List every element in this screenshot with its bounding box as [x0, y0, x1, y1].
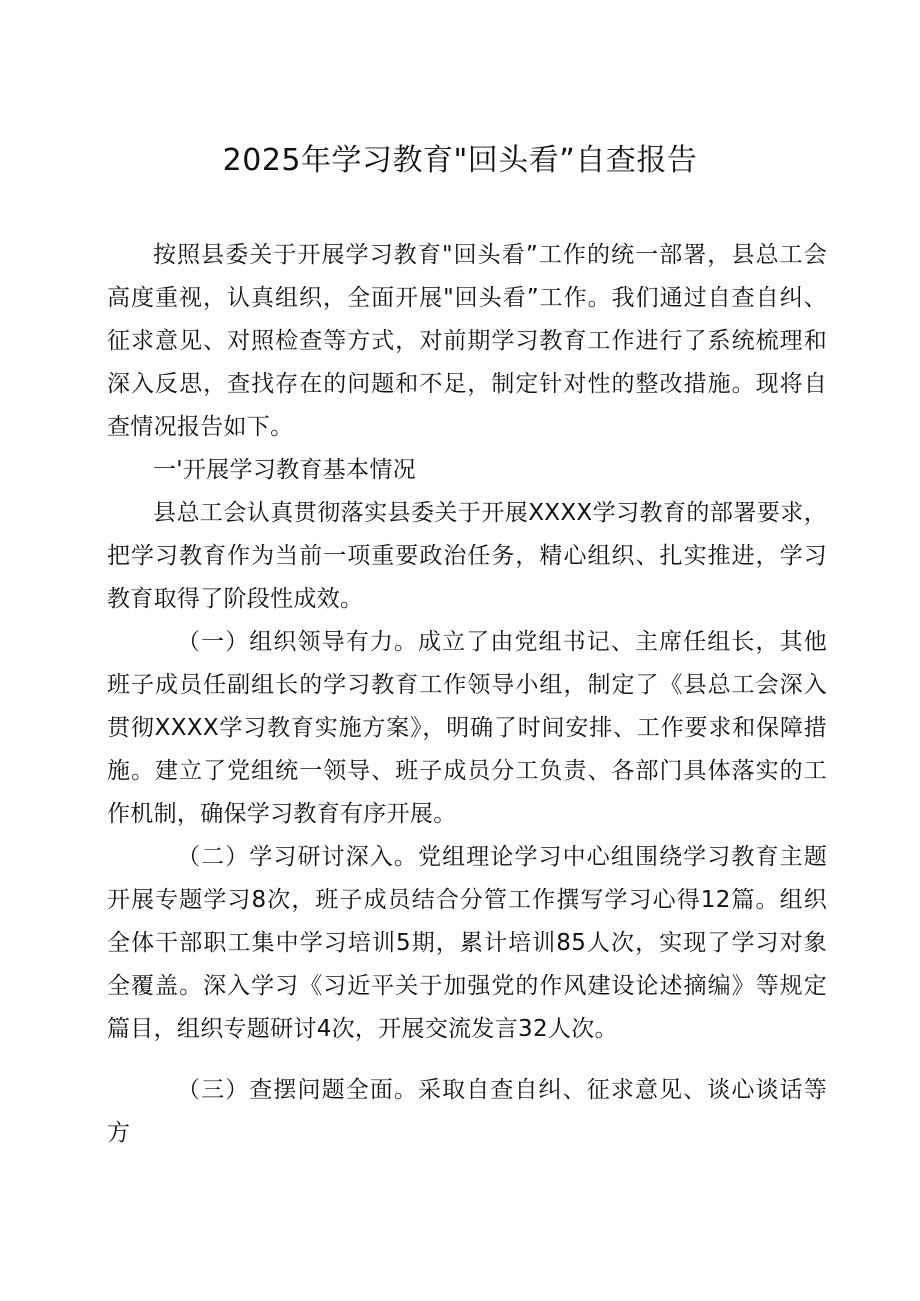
subsection-2-paragraph: （二）学习研讨深入。党组理论学习中心组围绕学习教育主题开展专题学习8次，班子成员结合分管工作撰写学习心得12篇。组织全体干部职工集中学习培训5期，累计培训85人次，实现了学习对象全覆盖。深入学习《习近平关于加强党的作风建设论述摘编》等规定篇目，组织专题研讨4次，开展交流发言32人次。 [107, 844, 827, 1042]
document-title: 2025年学习教育"回头看”自查报告 [222, 143, 698, 178]
section-heading-1: 一'开展学习教育基本情况 [153, 457, 416, 483]
paragraph-gap [107, 1051, 827, 1069]
intro-paragraph: 按照县委关于开展学习教育"回头看”工作的统一部署，县总工会高度重视，认真组织，全面开展"回头看”工作。我们通过自查自纠、征求意见、对照检查等方式，对前期学习教育工作进行了系统梳理和深入反思，查找存在的问题和不足，制定针对性的整改措施。现将自查情况报告如下。 [107, 242, 827, 440]
subsection-1-paragraph: （一）组织领导有力。成立了由党组书记、主席任组长，其他班子成员任副组长的学习教育工作领导小组，制定了《县总工会深入贯彻XXXX学习教育实施方案》，明确了时间安排、工作要求和保障措施。建立了党组统一领导、班子成员分工负责、各部门具体落实的工作机制，确保学习教育有序开展。 [107, 629, 827, 827]
section-1-paragraph: 县总工会认真贯彻落实县委关于开展XXXX学习教育的部署要求，把学习教育作为当前一项重要政治任务，精心组织、扎实推进，学习教育取得了阶段性成效。 [107, 500, 827, 612]
subsection-3-paragraph: （三）查摆问题全面。采取自查自纠、征求意见、谈心谈话等方 [107, 1077, 827, 1146]
document-body [107, 234, 827, 1155]
